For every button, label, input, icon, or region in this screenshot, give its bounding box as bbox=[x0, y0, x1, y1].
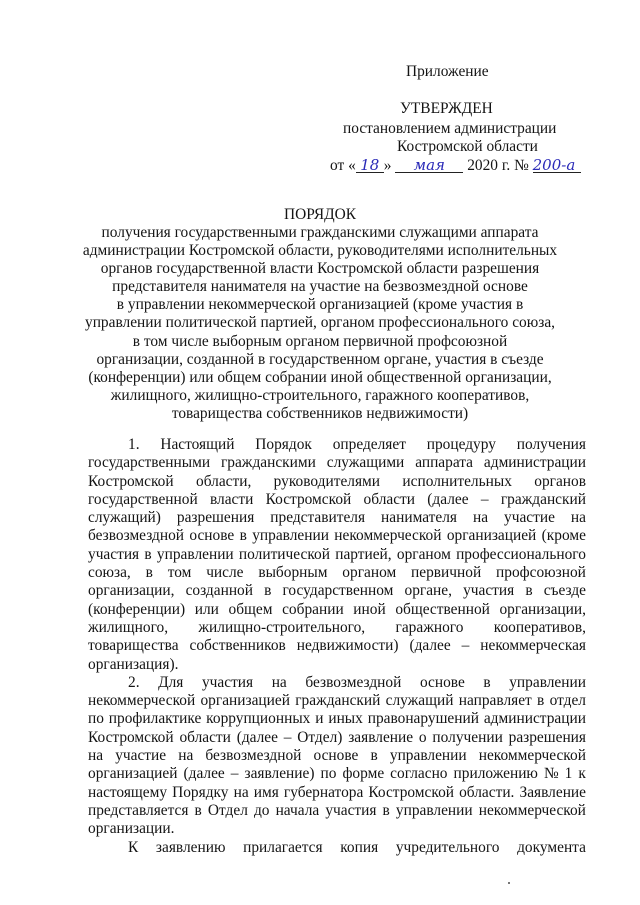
paragraph-line bbox=[88, 509, 586, 527]
word: жилищного, bbox=[88, 618, 169, 636]
word: управлении bbox=[252, 527, 329, 545]
word: коррупционных bbox=[206, 710, 311, 728]
word: на bbox=[472, 509, 489, 527]
date-day: 18 bbox=[360, 156, 380, 174]
word: организация). bbox=[88, 655, 179, 673]
word: созданной bbox=[185, 582, 253, 600]
word: – bbox=[283, 728, 292, 746]
word: представляется bbox=[88, 801, 189, 819]
word: недвижимости) bbox=[296, 637, 399, 655]
word: съезде bbox=[543, 582, 586, 600]
word: на bbox=[178, 747, 194, 765]
word: в bbox=[194, 801, 202, 819]
paragraph-line bbox=[88, 784, 586, 802]
word: представителя bbox=[270, 509, 366, 527]
word: на bbox=[88, 747, 104, 765]
word: основе bbox=[419, 673, 465, 691]
word: в bbox=[525, 582, 533, 600]
paragraph-line bbox=[88, 656, 586, 674]
date-mid: » bbox=[383, 157, 392, 174]
word: Костромской bbox=[88, 728, 174, 746]
word: (далее bbox=[183, 765, 225, 783]
word: организации, bbox=[88, 582, 175, 600]
word: управлении bbox=[395, 801, 473, 819]
word: исполнительных bbox=[402, 472, 512, 490]
word: служащий bbox=[385, 692, 454, 710]
date-number: 200-а bbox=[532, 156, 576, 174]
word: в bbox=[382, 801, 390, 819]
paragraph-line bbox=[88, 692, 586, 710]
decree-date-line bbox=[330, 156, 581, 175]
subtitle-line: в том числе выборным органом первичной профсоюзной bbox=[132, 332, 508, 350]
subtitle-line: органов государственной власти Костромской области разрешения bbox=[100, 260, 540, 278]
word: нанимателя bbox=[381, 509, 457, 527]
subtitle-line: получения государственными гражданскими служащими аппарата bbox=[101, 224, 539, 241]
paragraph-line bbox=[88, 582, 586, 600]
paragraph-line bbox=[88, 546, 586, 564]
word: форме bbox=[342, 765, 385, 783]
word: управлении bbox=[389, 747, 467, 765]
word: получения bbox=[516, 436, 586, 453]
word: государственном bbox=[282, 582, 394, 600]
word: организации. bbox=[88, 820, 175, 838]
word: некоммерческая bbox=[480, 637, 586, 655]
word: первичной bbox=[411, 564, 482, 582]
word: заявлению bbox=[155, 838, 226, 856]
document-title: ПОРЯДОК bbox=[284, 206, 356, 223]
word: общественной bbox=[395, 600, 490, 618]
word: Костромской bbox=[368, 783, 455, 801]
word: – bbox=[461, 637, 470, 655]
word: или bbox=[194, 600, 219, 618]
paragraph-line bbox=[88, 637, 586, 655]
word: союза, bbox=[88, 564, 131, 582]
word: политической bbox=[238, 545, 330, 563]
word: государственными bbox=[88, 454, 211, 472]
word: заявление bbox=[348, 728, 414, 746]
paragraph-line bbox=[88, 710, 586, 728]
word: основе bbox=[313, 747, 359, 765]
paragraph-line bbox=[88, 527, 586, 545]
subtitle-line: представителя нанимателя на участие на безвозмездной основе bbox=[112, 278, 528, 296]
word: власти bbox=[209, 490, 254, 508]
word: управлении bbox=[156, 545, 234, 563]
word: согласно bbox=[390, 765, 448, 783]
word: общем bbox=[228, 600, 273, 618]
word: определяет bbox=[332, 436, 406, 453]
word: правонарушений bbox=[367, 710, 479, 728]
word: о bbox=[418, 728, 427, 746]
word: Порядок bbox=[255, 436, 312, 453]
word: и bbox=[315, 710, 324, 728]
word: безвозмездной bbox=[88, 527, 185, 545]
word: Порядку bbox=[172, 783, 229, 801]
word: некоммерческой bbox=[478, 801, 586, 819]
word: служащий) bbox=[88, 509, 161, 527]
date-prefix: от « bbox=[330, 157, 356, 174]
word: гаражного bbox=[395, 618, 464, 636]
word: органов bbox=[534, 472, 586, 490]
subtitle-line: управлении политической партией, органом профессионального союза, bbox=[85, 314, 555, 332]
word: разрешения bbox=[176, 509, 255, 527]
paragraph-line bbox=[88, 839, 586, 857]
paragraph-line bbox=[88, 729, 586, 747]
word: Костромской bbox=[265, 490, 352, 508]
word: – bbox=[480, 490, 489, 508]
word: (далее bbox=[427, 490, 469, 508]
approved-label: УТВЕРЖДЕН bbox=[400, 100, 493, 117]
paragraph-line bbox=[88, 601, 586, 619]
word: направляет bbox=[458, 692, 532, 710]
word: в bbox=[370, 747, 378, 765]
word: на bbox=[233, 783, 249, 801]
word: участия bbox=[88, 545, 140, 563]
word: иной bbox=[353, 600, 386, 618]
word: по bbox=[88, 710, 104, 728]
paragraph-line bbox=[88, 820, 586, 838]
word: некоммерческой bbox=[334, 527, 442, 545]
word: профессионального bbox=[456, 545, 586, 563]
word: Отдел) bbox=[297, 728, 343, 746]
word: некоммерческой bbox=[478, 747, 586, 765]
word: области bbox=[179, 728, 231, 746]
appendix-label: Приложение bbox=[406, 63, 489, 80]
subtitle-line: жилищного, жилищно-строительного, гаражного кооперативов, bbox=[110, 386, 530, 404]
word: области bbox=[363, 490, 415, 508]
word: организацией bbox=[200, 692, 290, 710]
word: организацией bbox=[88, 765, 178, 783]
word: в bbox=[144, 545, 152, 563]
word: заявление) bbox=[244, 765, 315, 783]
word: получении bbox=[432, 728, 503, 746]
word: на bbox=[271, 673, 287, 691]
paragraph-line bbox=[88, 747, 586, 765]
word: собрании bbox=[282, 600, 344, 618]
word: имя bbox=[253, 783, 279, 801]
word: участие bbox=[504, 509, 555, 527]
paragraph-line bbox=[88, 473, 586, 491]
word: прилагается bbox=[243, 838, 323, 856]
date-month-field bbox=[395, 156, 463, 173]
scan-speck bbox=[508, 882, 510, 884]
word: отдел bbox=[549, 692, 586, 710]
word: к bbox=[578, 765, 586, 783]
word: (далее bbox=[236, 728, 278, 746]
paragraph-line bbox=[88, 619, 586, 637]
date-month: мая bbox=[413, 156, 445, 174]
word: гражданский bbox=[295, 692, 381, 710]
word: участия bbox=[201, 673, 254, 691]
word: органом bbox=[396, 545, 451, 563]
word: (кроме bbox=[541, 527, 586, 545]
word: числе bbox=[206, 564, 244, 582]
word: организацией bbox=[446, 527, 537, 545]
subtitle-line: администрации Костромской области, руководителями исполнительных bbox=[82, 242, 558, 260]
date-number-field bbox=[533, 156, 581, 173]
word: профилактике bbox=[108, 710, 202, 728]
word: собственников bbox=[189, 637, 286, 655]
subtitle-line: (конференции) или общем собрании иной общественной организации, bbox=[88, 368, 552, 386]
word: 1. bbox=[128, 436, 140, 453]
date-day-field bbox=[356, 156, 384, 173]
word: области. bbox=[459, 783, 515, 801]
word: начала bbox=[275, 801, 320, 819]
word: управлении bbox=[509, 673, 586, 691]
decree-line: постановлением администрации bbox=[343, 120, 557, 137]
word: в bbox=[537, 692, 545, 710]
word: основе bbox=[189, 527, 235, 545]
word: руководителями bbox=[273, 472, 381, 490]
word: государственной bbox=[88, 490, 198, 508]
word: процедуру bbox=[426, 436, 496, 453]
subtitle-line: товарищества собственников недвижимости) bbox=[171, 404, 469, 422]
word: (конференции) bbox=[88, 600, 186, 618]
word: приложению bbox=[453, 765, 538, 783]
word: документа bbox=[517, 838, 586, 856]
word: № bbox=[543, 765, 559, 783]
word: в bbox=[239, 527, 247, 545]
word: (далее bbox=[409, 637, 451, 655]
word: участия bbox=[463, 582, 515, 600]
word: 1 bbox=[564, 765, 573, 783]
word: выборным bbox=[258, 564, 328, 582]
word: некоммерческой bbox=[88, 692, 196, 710]
word: гражданскими bbox=[220, 454, 316, 472]
word: Заявление bbox=[519, 783, 586, 801]
word: кооперативов, bbox=[493, 618, 586, 636]
document-body bbox=[88, 436, 586, 857]
word: безвозмездной bbox=[205, 747, 302, 765]
word: организации, bbox=[499, 600, 586, 618]
word: Для bbox=[158, 673, 184, 691]
word: на bbox=[570, 509, 586, 527]
paragraph-line bbox=[88, 674, 586, 692]
document-subtitle bbox=[60, 224, 580, 423]
word: в bbox=[264, 582, 272, 600]
word: профсоюзной bbox=[496, 564, 586, 582]
word: губернатора bbox=[283, 783, 364, 801]
word: аппарата bbox=[415, 454, 474, 472]
word: в bbox=[483, 673, 491, 691]
word: 2. bbox=[128, 673, 140, 691]
word: Настоящий bbox=[160, 436, 235, 453]
subtitle-line: организации, созданной в государственном органе, участия в съезде bbox=[96, 350, 544, 368]
word: учредительного bbox=[395, 838, 500, 856]
word: по bbox=[320, 765, 337, 783]
paragraph-line bbox=[88, 802, 586, 820]
paragraph-line bbox=[88, 454, 586, 472]
word: – bbox=[230, 765, 239, 783]
word: жилищно-строительного, bbox=[198, 618, 366, 636]
word: настоящему bbox=[88, 783, 168, 801]
paragraph-line bbox=[88, 436, 586, 454]
region-line: Костромской области bbox=[397, 138, 538, 155]
word: иных bbox=[328, 710, 363, 728]
word: безвозмездной bbox=[305, 673, 402, 691]
word: гражданский bbox=[500, 490, 586, 508]
word: разрешения bbox=[508, 728, 586, 746]
word: до bbox=[253, 801, 270, 819]
word: служащими bbox=[326, 454, 405, 472]
subtitle-line: в управлении некоммерческой организацией (кроме участия в bbox=[116, 296, 524, 314]
word: участия bbox=[325, 801, 377, 819]
word: партией, bbox=[335, 545, 392, 563]
word: администрации bbox=[483, 710, 586, 728]
word: К bbox=[128, 838, 139, 856]
date-year: 2020 г. № bbox=[467, 157, 529, 174]
word: органе, bbox=[404, 582, 452, 600]
word: администрации bbox=[483, 454, 586, 472]
word: копия bbox=[340, 838, 379, 856]
paragraph-line bbox=[88, 491, 586, 509]
paragraph-line bbox=[88, 765, 586, 783]
word: участие bbox=[115, 747, 167, 765]
word: Костромской bbox=[88, 472, 174, 490]
paragraph-line bbox=[88, 564, 586, 582]
word: органом bbox=[342, 564, 397, 582]
word: в bbox=[145, 564, 153, 582]
word: товарищества bbox=[88, 637, 179, 655]
word: области, bbox=[196, 472, 252, 490]
word: том bbox=[167, 564, 192, 582]
word: Отдел bbox=[207, 801, 248, 819]
